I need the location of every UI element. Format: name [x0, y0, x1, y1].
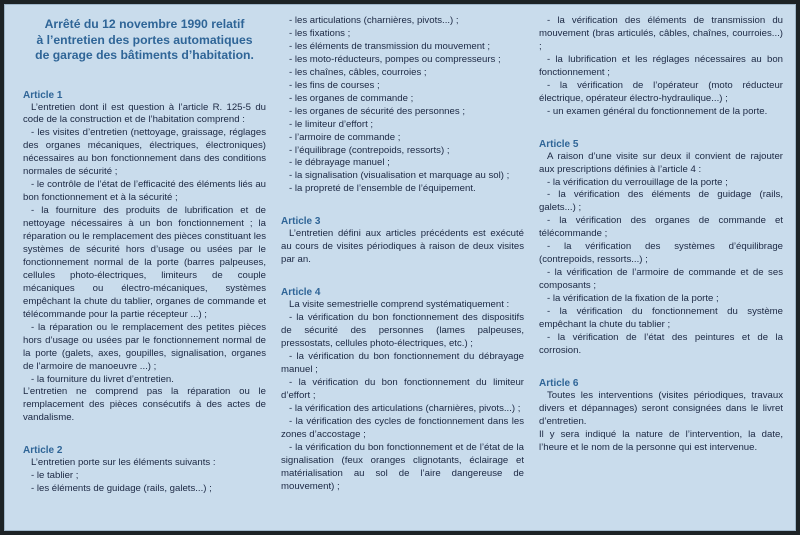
article-2-item: - les fixations ;	[289, 27, 351, 39]
article-5-item: - la vérification des éléments de guidage (rails, galets...) ;	[539, 189, 783, 214]
article-5-item: - la vérification des organes de commande et télécommande ;	[539, 215, 783, 240]
article-5-item: - la vérification de la fixation de la porte ;	[547, 293, 719, 305]
decree-panel	[4, 4, 796, 531]
article-1-closing: L’entretien ne comprend pas la réparation ou le remplacement des pièces consécutifs à des actes de vandalisme.	[23, 386, 266, 424]
article-2-item: - les articulations (charnières, pivots...) ;	[289, 15, 459, 26]
article-1-item: - les visites d’entretien (nettoyage, graissage, réglages des organes mécaniques, électriques, électroniques) nécessaires au bon fonctionnement dans des conditions normales de sécurité ;	[23, 127, 266, 178]
article-2-item: - les éléments de guidage (rails, galets...) ;	[31, 483, 212, 495]
article-6-text-1: Toutes les interventions (visites périodiques, travaux divers et dépannages) seront consignées dans le livret d’entretien.	[539, 389, 783, 427]
article-5-item: - la vérification de l’état des peintures et de la corrosion.	[539, 331, 783, 356]
article-2-item: - les fins de courses ;	[289, 79, 380, 91]
article-2-item: - les éléments de transmission du mouvement ;	[289, 40, 491, 52]
article-6-text-2: Il y sera indiqué la nature de l’intervention, la date, l’heure et le nom de la personne qui est intervenue.	[539, 428, 783, 453]
article-2-item: - l’armoire de commande ;	[289, 131, 401, 143]
article-1-item: - la réparation ou le remplacement des petites pièces hors d’usage ou usées par le fonctionnement normal de la porte (galets, axes, goupilles, signalisation, organes de l’armoire de manoeuvre ...) ;	[23, 321, 266, 372]
article-2-item: - l’équilibrage (contrepoids, ressorts) ;	[289, 144, 450, 156]
article-4-heading: Article 4	[281, 287, 321, 299]
article-1-intro: L’entretien dont il est question à l’article R. 125-5 du code de la construction et de l’habitation comprend :	[23, 101, 266, 126]
article-4-item: - la vérification du bon fonctionnement du débrayage manuel ;	[281, 351, 524, 375]
article-2-item: - le tablier ;	[31, 470, 79, 482]
article-4-item: - la vérification de l’opérateur (moto réducteur électrique, opérateur électro-hydraulique...) ;	[539, 79, 783, 104]
article-5-item: - la vérification du verrouillage de la porte ;	[547, 176, 728, 188]
article-2-item: - les chaînes, câbles, courroies ;	[289, 66, 427, 78]
title-line-3: de garage des bâtiments d’habitation.	[35, 48, 254, 62]
article-2-item: - le limiteur d’effort ;	[289, 118, 374, 130]
article-2-item: - les organes de commande ;	[289, 92, 414, 104]
article-1-heading: Article 1	[23, 89, 63, 101]
article-4-item: - la vérification des articulations (charnières, pivots...) ;	[289, 402, 521, 414]
article-2-item: - les moto-réducteurs, pompes ou compresseurs ;	[289, 53, 501, 65]
article-4-item: - la lubrification et les réglages nécessaires au bon fonctionnement ;	[539, 53, 783, 78]
article-3-heading: Article 3	[281, 216, 321, 228]
article-5-item: - la vérification de l’armoire de commande et de ses composants ;	[539, 267, 783, 292]
article-6-heading: Article 6	[539, 377, 579, 389]
title-line-1: Arrêté du 12 novembre 1990 relatif	[44, 17, 245, 31]
article-1-item: - la fourniture des produits de lubrification et de nettoyage nécessaires à un bon fonctionnement ; la réparation ou le remplacement des pièces constituant les systèmes de sécurité hors d’usage ou usées par le fonctionnement normal de la porte (barres palpeuses, cellules photo-électriques, limiteurs de couple mécaniques ou électro-mécaniques, systèmes empêchant la chute du tablier, organes de commande et télécommande pour la partie récepteur ...) ;	[23, 205, 266, 320]
article-2-item: - le débrayage manuel ;	[289, 157, 390, 169]
article-4-item: - la vérification du bon fonctionnement du limiteur d’effort ;	[281, 376, 524, 401]
article-2-item: - la signalisation (visualisation et marquage au sol) ;	[289, 170, 510, 182]
article-4-item: - la vérification des cycles de fonctionnement dans les zones d’accostage ;	[281, 415, 524, 440]
article-2-intro: L’entretien porte sur les éléments suivants :	[31, 457, 216, 469]
column-2	[281, 15, 524, 494]
article-5-item: - la vérification des systèmes d’équilibrage (contrepoids, ressorts...) ;	[539, 241, 783, 266]
article-4-item: - un examen général du fonctionnement de la porte.	[547, 105, 768, 117]
article-4-item: - la vérification du bon fonctionnement et de l’état de la signalisation (feux oranges clignotants, éclairage et matérialisation au sol de l’aire dangereuse de mouvement) ;	[281, 441, 524, 492]
article-5-item: - la vérification du fonctionnement du système empêchant la chute du tablier ;	[539, 306, 783, 331]
article-5-intro: A raison d’une visite sur deux il convient de rajouter aux prescriptions définies à l’article 4 :	[539, 150, 783, 175]
article-1-item: - la fourniture du livret d’entretien.	[31, 373, 174, 385]
article-2-heading: Article 2	[23, 445, 63, 457]
document-title	[23, 17, 266, 64]
article-2-item: - les organes de sécurité des personnes ;	[289, 105, 465, 117]
article-4-item: - la vérification du bon fonctionnement des dispositifs de sécurité des personnes (lames palpeuses, pressostats, cellules photo-électriques, etc.) ;	[281, 312, 524, 350]
article-3-text: L’entretien défini aux articles précédents est exécuté au cours de visites périodiques à raison de deux visites par an.	[281, 228, 524, 266]
title-line-2: à l’entretien des portes automatiques	[36, 32, 253, 47]
article-5-heading: Article 5	[539, 138, 579, 150]
article-2-item: - la propreté de l’ensemble de l’équipement.	[289, 183, 476, 195]
column-3	[539, 15, 783, 455]
article-1-item: - le contrôle de l’état de l’efficacité des éléments liés au bon fonctionnement et à la sécurité ;	[23, 179, 266, 204]
column-1	[23, 17, 266, 496]
article-4-intro: La visite semestrielle comprend systématiquement :	[289, 299, 510, 311]
article-4-item: - la vérification des éléments de transmission du mouvement (bras articulés, câbles, chaînes, courroies...) ;	[539, 15, 783, 52]
